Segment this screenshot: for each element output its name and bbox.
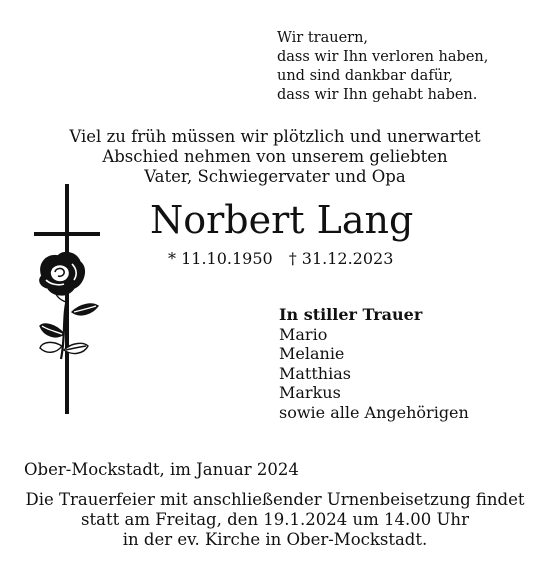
deceased-name: Norbert Lang xyxy=(150,198,414,242)
ceremony-line: statt am Freitag, den 19.1.2024 um 14.00 Uhr xyxy=(81,510,469,529)
mourner-name: Melanie xyxy=(279,344,345,363)
ceremony-line: Die Trauerfeier mit anschließender Urnenbeisetzung findet xyxy=(25,490,525,509)
cross-with-rose-icon xyxy=(28,184,110,414)
poem-line: dass wir Ihn gehabt haben. xyxy=(277,87,478,103)
poem xyxy=(277,29,488,105)
poem-line: Wir trauern, xyxy=(277,30,369,46)
ceremony-line: in der ev. Kirche in Ober-Mockstadt. xyxy=(122,530,428,549)
mourner-name: Mario xyxy=(279,324,328,344)
mourner-name: Markus xyxy=(279,383,341,402)
mourner-name: Matthias xyxy=(279,363,351,383)
ceremony-info xyxy=(15,490,535,550)
mourners-list xyxy=(279,305,469,422)
mourners-heading: In stiller Trauer xyxy=(279,305,423,324)
birth-date: * 11.10.1950 xyxy=(168,249,273,268)
place-and-date: Ober-Mockstadt, im Januar 2024 xyxy=(24,460,299,479)
intro-line: Vater, Schwiegervater und Opa xyxy=(144,167,406,186)
intro-text xyxy=(40,127,510,187)
poem-line: dass wir Ihn verloren haben, xyxy=(277,49,489,65)
intro-line: Abschied nehmen von unserem geliebten xyxy=(102,147,448,166)
life-dates xyxy=(168,249,393,269)
death-date: † 31.12.2023 xyxy=(288,249,394,268)
intro-line: Viel zu früh müssen wir plötzlich und unerwartet xyxy=(69,127,481,146)
mourner-name: sowie alle Angehörigen xyxy=(279,402,469,422)
poem-line: und sind dankbar dafür, xyxy=(277,68,453,84)
